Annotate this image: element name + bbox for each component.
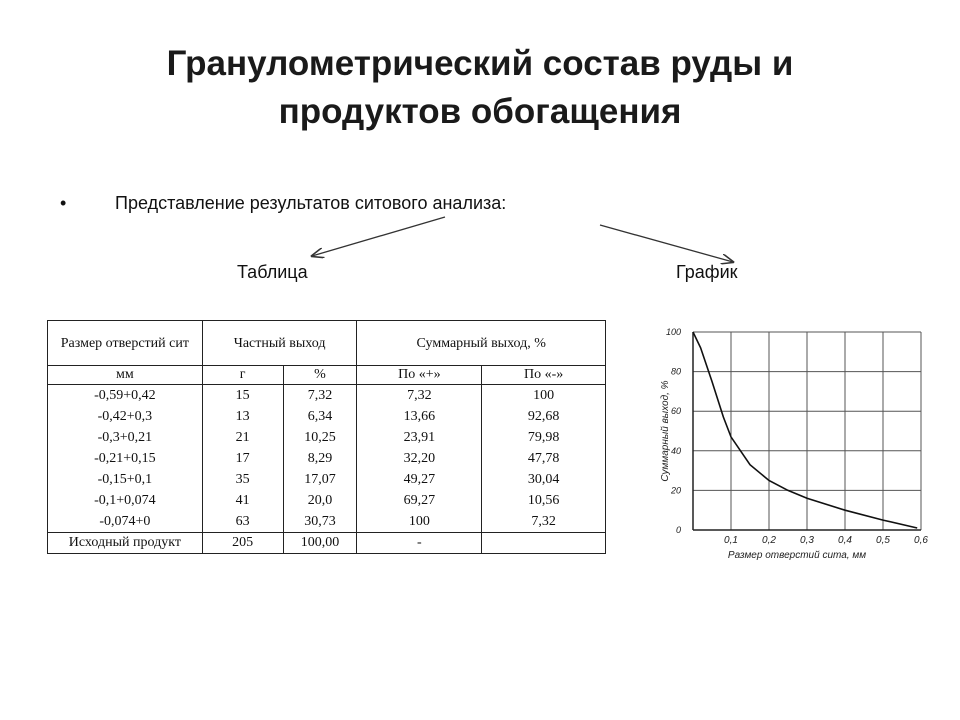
y-tick-label: 20 xyxy=(670,485,681,496)
table-cell: Исходный продукт xyxy=(48,533,203,554)
table-row xyxy=(48,385,606,407)
header-cumulative: Суммарный выход, % xyxy=(357,321,606,366)
cumulative-yield-chart xyxy=(650,318,940,566)
arrow-to-table xyxy=(312,217,445,256)
table-cell: 30,73 xyxy=(283,511,357,533)
table-cell: - xyxy=(357,533,482,554)
sieve-analysis-table xyxy=(47,320,606,554)
table-row xyxy=(48,469,606,490)
table-cell: 20,0 xyxy=(283,490,357,511)
x-tick-label: 0,1 xyxy=(724,535,738,546)
unit-cell: По «+» xyxy=(357,366,482,385)
bullet-marker: • xyxy=(60,193,67,213)
y-tick-label: 0 xyxy=(675,525,681,535)
table-cell: 30,04 xyxy=(482,469,606,490)
table-row xyxy=(48,427,606,448)
slide-title xyxy=(0,40,960,136)
table-row xyxy=(48,511,606,533)
table-cell: 205 xyxy=(202,533,283,554)
x-axis-label: Размер отверстий сита, мм xyxy=(727,550,867,561)
table-cell: 6,34 xyxy=(283,406,357,427)
table-cell: 79,98 xyxy=(482,427,606,448)
table-cell: 35 xyxy=(202,469,283,490)
header-size: Размер отверстий сит xyxy=(48,321,203,366)
x-tick-label: 0,6 xyxy=(914,535,928,546)
table-row xyxy=(48,448,606,469)
table-cell: 100,00 xyxy=(283,533,357,554)
cumulative-yield-line xyxy=(693,332,917,528)
arrow-to-chart xyxy=(600,225,733,262)
table-cell: 7,32 xyxy=(283,385,357,407)
table-cell: 100 xyxy=(357,511,482,533)
unit-cell: % xyxy=(283,366,357,385)
table-cell: 10,25 xyxy=(283,427,357,448)
slide-title-line-1: Гранулометрический состав руды и xyxy=(166,44,794,83)
table-cell: 69,27 xyxy=(357,490,482,511)
table-cell: 49,27 xyxy=(357,469,482,490)
table-cell: -0,42+0,3 xyxy=(48,406,203,427)
table-row xyxy=(48,406,606,427)
table-cell xyxy=(482,533,606,554)
table-cell: -0,59+0,42 xyxy=(48,385,203,407)
table-cell: 7,32 xyxy=(482,511,606,533)
x-tick-label: 0,2 xyxy=(762,535,776,546)
x-tick-label: 0,3 xyxy=(800,535,814,546)
table-cell: 21 xyxy=(202,427,283,448)
unit-cell: г xyxy=(202,366,283,385)
table-header-row xyxy=(48,321,606,366)
y-axis-label: Суммарный выход, % xyxy=(660,380,671,482)
table-cell: -0,3+0,21 xyxy=(48,427,203,448)
label-chart: График xyxy=(676,262,738,282)
x-tick-label: 0,4 xyxy=(838,535,852,546)
table-cell: 17 xyxy=(202,448,283,469)
table-cell: 23,91 xyxy=(357,427,482,448)
table-cell: 41 xyxy=(202,490,283,511)
table-units-row xyxy=(48,366,606,385)
table-cell: 17,07 xyxy=(283,469,357,490)
table-row xyxy=(48,490,606,511)
table-cell: 63 xyxy=(202,511,283,533)
table-cell: 10,56 xyxy=(482,490,606,511)
unit-cell: По «-» xyxy=(482,366,606,385)
table-cell: 92,68 xyxy=(482,406,606,427)
table-cell: -0,21+0,15 xyxy=(48,448,203,469)
unit-cell: мм xyxy=(48,366,203,385)
slide-title-line-2: продуктов обогащения xyxy=(278,92,682,131)
y-tick-label: 100 xyxy=(665,327,681,337)
table-cell: 47,78 xyxy=(482,448,606,469)
table-cell: -0,074+0 xyxy=(48,511,203,533)
y-tick-label: 60 xyxy=(670,406,681,417)
table-cell: -0,15+0,1 xyxy=(48,469,203,490)
table-cell: 15 xyxy=(202,385,283,407)
table-total-row xyxy=(48,533,606,554)
table-cell: 32,20 xyxy=(357,448,482,469)
y-tick-label: 40 xyxy=(670,445,681,456)
y-tick-label: 80 xyxy=(670,366,681,377)
table-cell: -0,1+0,074 xyxy=(48,490,203,511)
label-table: Таблица xyxy=(237,262,308,282)
table-cell: 100 xyxy=(482,385,606,407)
x-tick-label: 0,5 xyxy=(876,535,890,546)
table-cell: 7,32 xyxy=(357,385,482,407)
header-partial: Частный выход xyxy=(202,321,357,366)
table-cell: 8,29 xyxy=(283,448,357,469)
table-cell: 13 xyxy=(202,406,283,427)
table-cell: 13,66 xyxy=(357,406,482,427)
bullet-text: Представление результатов ситового анализа: xyxy=(115,193,507,213)
